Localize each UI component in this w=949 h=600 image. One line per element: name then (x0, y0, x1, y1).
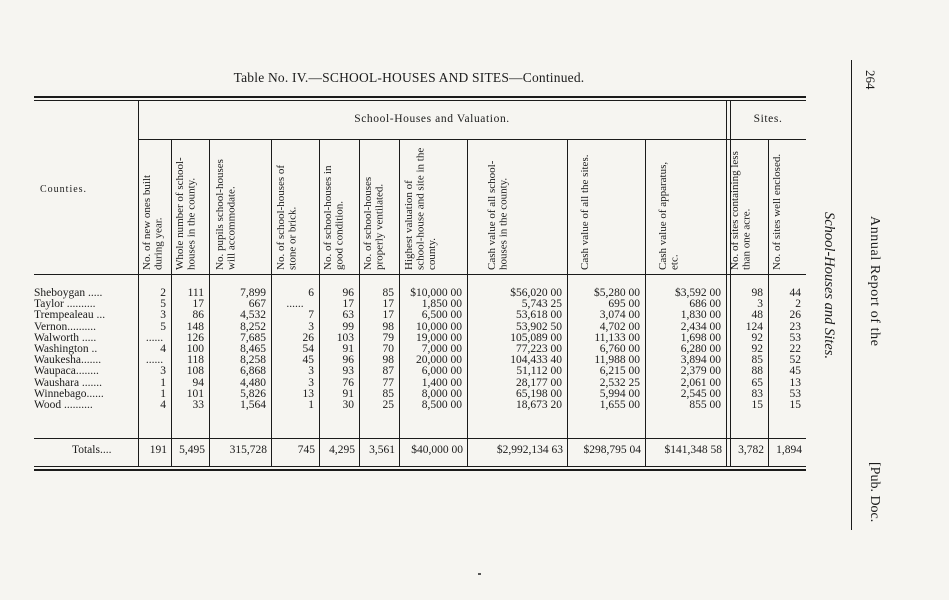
table-cell: 7,000 00 (421, 343, 462, 355)
table-cell: 33 (192, 399, 204, 411)
table-cell: 93 (342, 365, 354, 378)
table-cell: $3,592 00 (675, 287, 721, 299)
column-header: No. of school-houses properly ventilated. (362, 176, 386, 270)
table-cell: 77 (382, 376, 394, 389)
column-header: Highest valuation of school-house and site in the county. (403, 147, 438, 270)
group-rule (138, 139, 806, 140)
table-cell: 105,089 00 (510, 331, 562, 344)
group-header-school-houses: School-Houses and Valuation. (354, 113, 510, 125)
table-cell: 3 (160, 365, 166, 378)
table-cell: 2 (160, 287, 166, 299)
table-cell: 2,532 25 (599, 376, 640, 389)
table-cell: 85 (751, 354, 763, 367)
county-name: Trempealeau ... (34, 310, 106, 322)
table-cell: 3 (160, 309, 166, 322)
table-cell: 101 (186, 387, 204, 400)
table-cell: 45 (789, 365, 801, 378)
publication-mark: [Pub. Doc. (867, 462, 882, 523)
table-cell: 1,850 00 (421, 298, 462, 311)
table-row (0, 366, 806, 377)
column-header: Whole number of school-houses in the county. (174, 157, 198, 270)
table-cell: 118 (187, 354, 204, 367)
table-cell: 3 (757, 298, 763, 311)
table-cell: 18,673 20 (516, 399, 562, 411)
table-cell: 53,902 50 (516, 320, 562, 333)
totals-cell: 191 (149, 444, 167, 456)
table-cell: 1,698 00 (680, 331, 721, 344)
group-header-sites: Sites. (753, 113, 783, 125)
table-cell: 3,074 00 (599, 309, 640, 322)
table-cell: ...... (145, 354, 164, 367)
table-cell: 6,868 (240, 365, 266, 378)
running-head: Annual Report of the (867, 216, 882, 347)
table-cell: 1,400 00 (421, 376, 462, 389)
table-cell: 94 (192, 376, 204, 389)
table-cell: 104,433 40 (510, 354, 562, 367)
county-name: Wood .......... (34, 400, 93, 411)
counties-header: Counties. (40, 184, 88, 195)
table-row (0, 288, 806, 299)
table-cell: 96 (342, 354, 354, 367)
table-cell: 1 (160, 376, 166, 389)
totals-cell: 315,728 (229, 444, 267, 456)
column-header: Cash value of apparatus, etc. (656, 161, 680, 270)
table-cell: 92 (751, 343, 763, 355)
county-name: Vernon.......... (34, 321, 96, 333)
totals-cell: 745 (297, 444, 315, 456)
table-cell: ...... (145, 331, 164, 344)
table-cell: 2,061 00 (680, 376, 721, 389)
column-header: Cash value of all the sites. (579, 154, 591, 270)
table-cell: 667 (248, 298, 266, 311)
table-cell: 126 (186, 331, 204, 344)
table-cell: 91 (342, 387, 354, 400)
margin-rule (851, 60, 852, 530)
table-cell: 2,434 00 (680, 320, 721, 333)
table-cell: 85 (382, 287, 394, 299)
table-cell: 4,480 (240, 376, 266, 389)
county-name: Winnebago...... (34, 388, 104, 400)
table-cell: 44 (789, 287, 801, 299)
table-cell: 53 (789, 331, 801, 344)
header-bottom-rule (34, 274, 806, 275)
table-cell: 76 (342, 376, 354, 389)
totals-cell: $2,992,134 63 (496, 444, 563, 456)
table-cell: 148 (186, 320, 204, 333)
table-cell: 13 (302, 387, 314, 400)
table-cell: 51,112 00 (516, 365, 562, 378)
table-cell: 1 (308, 399, 314, 411)
table-cell: 5,826 (240, 387, 266, 400)
table-cell: 99 (342, 320, 354, 333)
table-cell: 28,177 00 (516, 376, 562, 389)
table-cell: 8,500 00 (421, 399, 462, 411)
table-cell: 54 (302, 343, 314, 355)
table-cell: 65,198 00 (516, 387, 562, 400)
county-name: Washington .. (34, 344, 98, 355)
column-header: No. pupils school-houses will accommodate. (214, 159, 238, 270)
totals-label: Totals.... (72, 444, 112, 456)
table-cell: $10,000 00 (410, 287, 462, 299)
table-cell: 855 00 (689, 399, 721, 411)
county-name: Waupaca........ (34, 366, 99, 378)
table-cell: 8,252 (240, 320, 266, 333)
table-cell: 92 (751, 331, 763, 344)
table-cell: 30 (342, 399, 354, 411)
table-title: Table No. IV.—SCHOOL-HOUSES AND SITES—Continued. (233, 70, 585, 85)
table-cell: 1,564 (240, 399, 266, 411)
table-cell: 6,000 00 (421, 365, 462, 378)
table-cell: 11,988 00 (594, 354, 640, 367)
bottom-rule-thick (34, 469, 806, 471)
table-cell: 6,500 00 (421, 309, 462, 322)
totals-cell: $40,000 00 (411, 444, 463, 456)
totals-cell: 5,495 (179, 444, 205, 456)
county-name: Taylor .......... (34, 299, 96, 311)
column-header: No. of school-houses in good condition. (322, 165, 346, 270)
table-cell: 7,899 (240, 287, 266, 299)
table-cell: 1 (160, 387, 166, 400)
table-cell: 124 (745, 320, 763, 333)
table-cell: 19,000 00 (416, 331, 462, 344)
table-cell: 4 (160, 399, 166, 411)
column-header: No. of new ones built during year. (140, 174, 164, 270)
table-cell: 26 (789, 309, 801, 322)
bottom-rule (34, 466, 806, 467)
column-header: No. of sites well enclosed. (771, 153, 783, 270)
table-cell: 98 (382, 320, 394, 333)
table-cell: 5,994 00 (599, 387, 640, 400)
column-header: No. of sites containing less than one acre. (729, 151, 753, 270)
table-cell: 3 (308, 365, 314, 378)
table-cell: 53 (789, 387, 801, 400)
table-cell: 111 (187, 287, 204, 299)
county-name: Waushara ....... (34, 377, 103, 389)
table-cell: 45 (302, 354, 314, 367)
table-cell: 17 (382, 298, 394, 311)
table-cell: 25 (382, 399, 394, 411)
table-cell: 8,465 (240, 343, 266, 355)
table-cell: 2 (795, 298, 801, 311)
table-cell: 6,215 00 (599, 365, 640, 378)
table-cell: 8,258 (240, 354, 266, 367)
table-cell: 22 (789, 343, 801, 355)
table-cell: 695 00 (608, 298, 640, 311)
table-cell: 96 (342, 287, 354, 299)
column-header: No. of school-houses of stone or brick. (275, 164, 299, 270)
table-cell: 17 (192, 298, 204, 311)
table-cell: 103 (336, 331, 354, 344)
totals-cell: 3,561 (369, 444, 395, 456)
table-cell: 91 (342, 343, 354, 355)
top-rule (34, 96, 806, 98)
table-cell: 79 (382, 331, 394, 344)
section-title: School-Houses and Sites. (821, 212, 837, 359)
table-cell: 83 (751, 387, 763, 400)
table-cell: 5 (160, 320, 166, 333)
table-cell: 52 (789, 354, 801, 367)
table-cell: 17 (382, 309, 394, 322)
table-cell: 6,760 00 (599, 343, 640, 355)
top-rule-thin (34, 100, 806, 101)
table-cell: 1,655 00 (599, 399, 640, 411)
table-cell: 5,743 25 (521, 298, 562, 311)
table-cell: 4,702 00 (599, 320, 640, 333)
totals-cell: $298,795 04 (583, 444, 641, 456)
table-cell: 85 (382, 387, 394, 400)
totals-row (0, 443, 806, 457)
table-cell: 11,133 00 (594, 331, 640, 344)
table-cell: 3,894 00 (680, 354, 721, 367)
totals-cell: 4,295 (329, 444, 355, 456)
totals-cell: 3,782 (738, 444, 764, 456)
table-cell: 20,000 00 (416, 354, 462, 367)
table-cell: 6,280 00 (680, 343, 721, 355)
table-cell: 77,223 00 (516, 343, 562, 355)
table-cell: 3 (308, 376, 314, 389)
table-cell: 53,618 00 (516, 309, 562, 322)
table-cell: 15 (751, 399, 763, 411)
table-cell: 70 (382, 343, 394, 355)
table-cell: 686 00 (689, 298, 721, 311)
table-cell: $56,020 00 (510, 287, 562, 299)
county-name: Waukesha....... (34, 355, 102, 367)
table-cell: 6 (308, 287, 314, 299)
scan-mark (478, 573, 481, 575)
table-cell: 7 (308, 309, 314, 322)
table-cell: 86 (192, 309, 204, 322)
table-cell: 63 (342, 309, 354, 322)
table-cell: 88 (751, 365, 763, 378)
table-cell: 15 (789, 399, 801, 411)
page-number: 264 (863, 70, 878, 90)
table-row (0, 400, 806, 411)
table-cell: 98 (382, 354, 394, 367)
table-cell: 7,685 (240, 331, 266, 344)
table-cell: 65 (751, 376, 763, 389)
table-cell: 4 (160, 343, 166, 355)
county-name: Walworth ..... (34, 332, 97, 344)
table-cell: 1,830 00 (680, 309, 721, 322)
table-row (0, 310, 806, 321)
totals-cell: 1,894 (776, 444, 802, 456)
table-cell: $5,280 00 (594, 287, 640, 299)
table-cell: 26 (302, 331, 314, 344)
county-name: Sheboygan ..... (34, 288, 103, 299)
table-cell: 100 (186, 343, 204, 355)
column-header: Cash value of all school-houses in the county. (486, 160, 510, 270)
table-cell: 87 (382, 365, 394, 378)
table-cell: 2,379 00 (680, 365, 721, 378)
table-cell: 17 (342, 298, 354, 311)
table-cell: 3 (308, 320, 314, 333)
totals-cell: $141,348 58 (664, 444, 722, 456)
table-cell: 5 (160, 298, 166, 311)
table-cell: 10,000 00 (416, 320, 462, 333)
totals-top-rule (34, 438, 806, 439)
table-cell: 48 (751, 309, 763, 322)
table-cell: 23 (789, 320, 801, 333)
table-cell: 2,545 00 (680, 387, 721, 400)
table-cell: 13 (789, 376, 801, 389)
table-cell: 108 (186, 365, 204, 378)
table-row (0, 389, 806, 400)
table-cell: 8,000 00 (421, 387, 462, 400)
table-cell: 4,532 (240, 309, 266, 322)
table-cell: 98 (751, 287, 763, 299)
table-cell: ...... (286, 298, 304, 311)
